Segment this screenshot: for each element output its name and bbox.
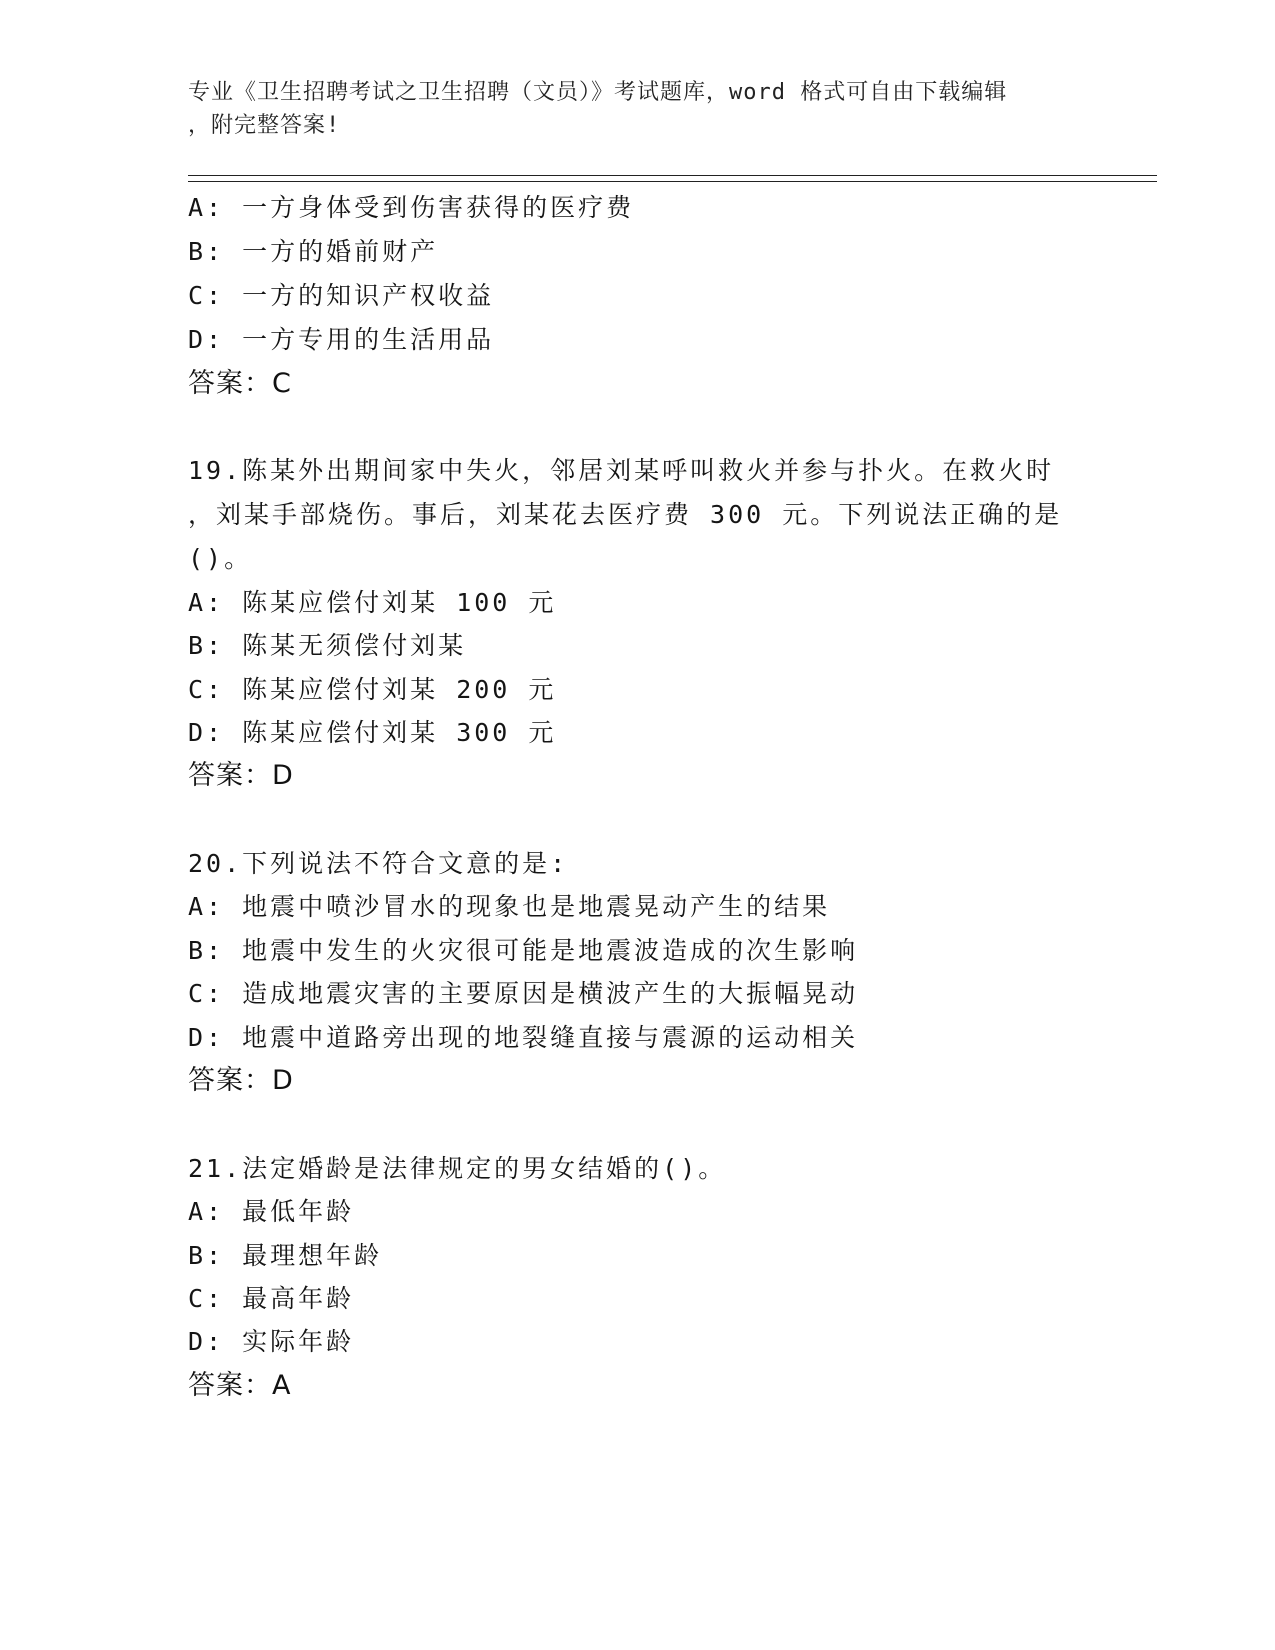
q21-option-d: D: 实际年龄 <box>188 1327 355 1356</box>
q20-answer: 答案：D <box>188 1065 294 1096</box>
q19-option-a: A: 陈某应偿付刘某 100 元 <box>188 588 557 617</box>
q19-stem-line-2: ，刘某手部烧伤。事后，刘某花去医疗费 300 元。下列说法正确的是 <box>188 500 1063 529</box>
q19-option-d: D: 陈某应偿付刘某 300 元 <box>188 718 557 747</box>
header-rule-bottom <box>188 181 1157 182</box>
q19-stem-line-3: ()。 <box>188 544 253 573</box>
q18-answer: 答案：C <box>188 368 292 399</box>
q19-option-b: B: 陈某无须偿付刘某 <box>188 631 467 660</box>
q20-option-d: D: 地震中道路旁出现的地裂缝直接与震源的运动相关 <box>188 1023 859 1052</box>
q20-option-a: A: 地震中喷沙冒水的现象也是地震晃动产生的结果 <box>188 892 831 921</box>
q21-option-b: B: 最理想年龄 <box>188 1241 383 1270</box>
header-rule-top <box>188 175 1157 176</box>
q20-stem-line-1: 20.下列说法不符合文意的是: <box>188 849 569 878</box>
header-line-2: ，附完整答案! <box>188 113 341 138</box>
q21-option-a: A: 最低年龄 <box>188 1197 355 1226</box>
q18-option-a: A: 一方身体受到伤害获得的医疗费 <box>188 193 635 222</box>
document-header <box>188 76 1088 142</box>
q19-option-c: C: 陈某应偿付刘某 200 元 <box>188 675 557 704</box>
q19-stem-line-1: 19.陈某外出期间家中失火，邻居刘某呼叫救火并参与扑火。在救火时 <box>188 456 1055 485</box>
q18-option-c: C: 一方的知识产权收益 <box>188 281 495 310</box>
q19-answer: 答案：D <box>188 760 294 791</box>
q18-option-d: D: 一方专用的生活用品 <box>188 325 495 354</box>
q21-answer: 答案：A <box>188 1370 292 1401</box>
q20-option-c: C: 造成地震灾害的主要原因是横波产生的大振幅晃动 <box>188 979 859 1008</box>
q21-stem-line-1: 21.法定婚龄是法律规定的男女结婚的()。 <box>188 1154 727 1183</box>
q18-option-b: B: 一方的婚前财产 <box>188 237 439 266</box>
q20-option-b: B: 地震中发生的火灾很可能是地震波造成的次生影响 <box>188 936 859 965</box>
header-line-1: 专业《卫生招聘考试之卫生招聘（文员）》考试题库，word 格式可自由下载编辑 <box>188 80 1008 105</box>
q21-option-c: C: 最高年龄 <box>188 1284 355 1313</box>
